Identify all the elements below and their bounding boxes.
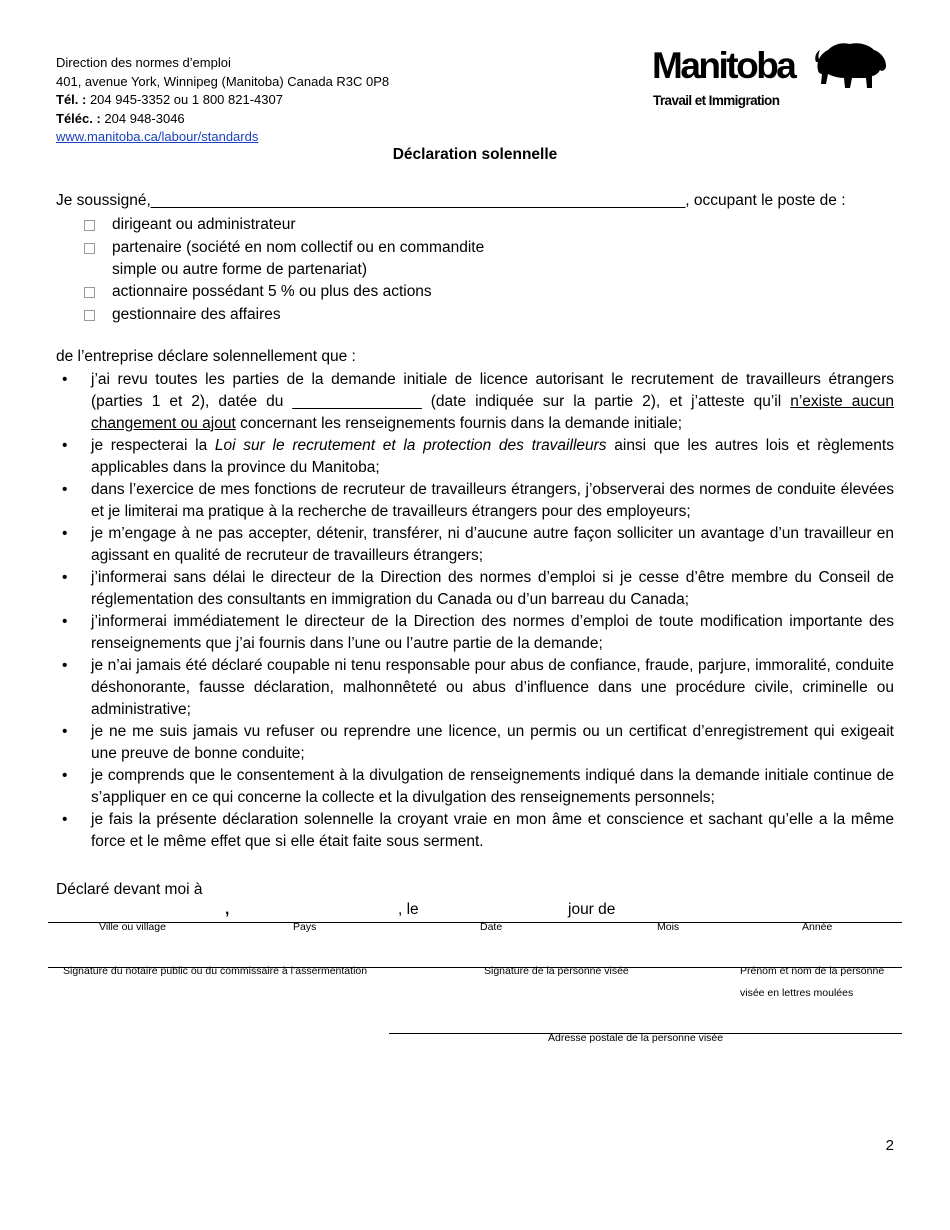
printed-name-label-cont: visée en lettres moulées — [740, 987, 854, 999]
bullet-icon: • — [62, 481, 68, 498]
declaration-item — [56, 765, 894, 809]
declared-before: Déclaré devant moi à — [56, 881, 203, 898]
item-emphasis: n’existe aucun changement ou ajout — [91, 393, 895, 432]
logo-wordmark: Manitoba — [652, 45, 795, 86]
declaration-item — [56, 435, 894, 479]
item-text: je comprends que le consentement à la divulgation de renseignements indiqué dans la demande initiale continue de s’appliquer en ce qui concerne la collecte et la divulgation des renseignements personnels; — [91, 767, 894, 806]
department-address: 401, avenue York, Winnipeg (Manitoba) Canada R3C 0P8 — [56, 73, 390, 89]
pays-label: Pays — [293, 921, 317, 933]
position-option — [84, 304, 484, 326]
position-options — [84, 214, 484, 326]
date-label: Date — [480, 921, 503, 933]
item-text: j’informerai immédiatement le directeur de la Direction des normes d’emploi de toute modification importante des renseignements que j’ai fournis dans l’une ou l’autre partie de la demande; — [91, 613, 894, 652]
manager-checkbox[interactable] — [84, 310, 95, 321]
agency-header — [56, 54, 389, 147]
declaration-item — [56, 611, 894, 655]
law-title: Loi sur le recrutement et la protection des travailleurs — [214, 437, 607, 454]
ville-label: Ville ou village — [99, 921, 166, 933]
item-text: je m’engage à ne pas accepter, détenir, transférer, ni d’aucune autre façon solliciter un avantage d’un travailleur en agissant en qualité de recruteur de travailleurs étrangers; — [91, 525, 894, 564]
bullet-icon: • — [62, 811, 68, 828]
notary-signature-label: Signature du notaire public ou du commissaire à l’assermentation — [63, 965, 368, 977]
comma-separator: , — [225, 901, 230, 918]
position-label: actionnaire possédant 5 % ou plus des actions — [112, 283, 432, 300]
bullet-icon: • — [62, 371, 68, 388]
address-label: Adresse postale de la personne visée — [548, 1032, 724, 1044]
position-label-cont: simple ou autre forme de partenariat) — [112, 260, 368, 278]
bullet-icon: • — [62, 525, 68, 542]
printed-name-label: Prénom et nom de la personne — [740, 965, 885, 977]
department-name: Direction des normes d’emploi — [56, 55, 231, 70]
position-label: partenaire (société en nom collectif ou en commandite — [112, 238, 485, 256]
bullet-icon: • — [62, 657, 68, 674]
declaration-item — [56, 523, 894, 567]
declaration-item — [56, 655, 894, 721]
annee-label: Année — [802, 921, 833, 933]
phone-line — [56, 91, 389, 110]
le-label: , le — [398, 901, 419, 918]
declarant-line — [56, 190, 916, 212]
item-text: je respecterai la — [91, 437, 215, 454]
item-text: concernant les renseignements fournis dans la demande initiale; — [235, 415, 683, 432]
partner-checkbox[interactable] — [84, 243, 95, 254]
mois-label: Mois — [657, 921, 680, 933]
bullet-icon: • — [62, 767, 68, 784]
bullet-icon: • — [62, 723, 68, 740]
item-text: je n’ai jamais été déclaré coupable ni tenu responsable pour abus de confiance, fraude, parjure, immoralité, conduite déshonorante, fausse déclaration, malhonnêteté ou abus d’influence dans une procédure civile, criminelle ou administrative; — [91, 657, 894, 718]
item-text: ainsi que les autres lois et règlements applicables dans la province du Manitoba; — [91, 437, 894, 476]
position-label: dirigeant ou administrateur — [112, 216, 296, 233]
position-label: gestionnaire des affaires — [112, 305, 281, 323]
position-option — [84, 237, 484, 281]
phone-value: 204 945-3352 ou 1 800 821-4307 — [86, 92, 283, 107]
place-date-line[interactable] — [48, 922, 902, 923]
person-signature-label: Signature de la personne visée — [484, 965, 629, 977]
declaration-item — [56, 721, 894, 765]
item-text: dans l’exercice de mes fonctions de recruteur de travailleurs étrangers, j’observerai des normes de conduite élevées et je limiterai ma pratique à la recherche de travailleurs étrangers pour des employeurs; — [91, 481, 894, 520]
declaration-intro: de l’entreprise déclare solennellement que : — [56, 348, 356, 365]
position-option — [84, 281, 484, 303]
declaration-list — [56, 369, 894, 853]
fax-label: Téléc. : — [56, 110, 101, 126]
phone-label: Tél. : — [56, 92, 87, 107]
declaration-item — [56, 567, 894, 611]
manitoba-logo — [652, 40, 887, 116]
declaration-item — [56, 369, 894, 435]
bullet-icon: • — [62, 569, 68, 586]
declaration-item — [56, 809, 894, 853]
declaration-item — [56, 479, 894, 523]
fax-line — [56, 110, 389, 129]
declarant-suffix: , occupant le poste de : — [685, 192, 846, 209]
jour-de-label: jour de — [568, 901, 616, 918]
bullet-icon: • — [62, 613, 68, 630]
bison-icon — [812, 40, 890, 92]
item-text: j’ai revu toutes les parties de la demande initiale de licence autorisant le recrutement de travailleurs étrangers (parties 1 et 2), datée du _______________ (date indiquée sur la partie 2), et j’atteste qu’il — [91, 371, 894, 410]
logo-subtitle: Travail et Immigration — [653, 93, 780, 108]
page-number: 2 — [885, 1137, 894, 1154]
shareholder-checkbox[interactable] — [84, 287, 95, 298]
page-title: Déclaration solennelle — [392, 146, 558, 163]
item-text: je fais la présente déclaration solennelle la croyant vraie en mon âme et conscience et sachant qu’elle a la même force et le même effet que si elle était faite sous serment. — [91, 811, 894, 850]
website-link[interactable]: www.manitoba.ca/labour/standards — [56, 129, 259, 144]
bullet-icon: • — [62, 437, 68, 454]
item-text: je ne me suis jamais vu refuser ou reprendre une licence, un permis ou un certificat d’enregistrement qui exigeait une preuve de bonne conduite; — [91, 723, 894, 762]
declarant-name-blank[interactable]: ______________________________________________________________ — [150, 192, 686, 209]
fax-value: 204 948-3046 — [100, 110, 185, 126]
item-text: j’informerai sans délai le directeur de la Direction des normes d’emploi si je cesse d’être membre du Conseil de réglementation des consultants en immigration du Canada ou d’un barreau du Canada; — [91, 569, 894, 608]
declarant-prefix: Je soussigné, — [56, 192, 151, 209]
position-option — [84, 214, 484, 236]
officer-checkbox[interactable] — [84, 220, 95, 231]
